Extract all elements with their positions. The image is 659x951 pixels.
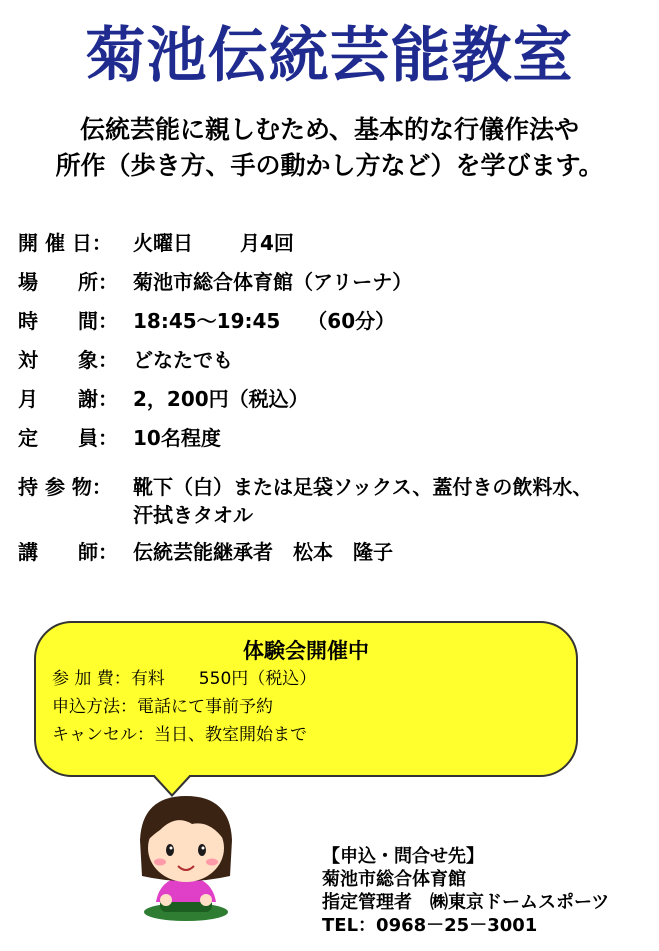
- contact-manager: 指定管理者 ㈱東京ドームスポーツ: [322, 892, 610, 913]
- trial-value: 有料 550円（税込）: [130, 669, 317, 689]
- page-title: 菊池伝統芸能教室: [85, 21, 574, 91]
- detail-value: 火曜日 月4回: [133, 231, 294, 255]
- trial-row-cancel: [52, 723, 307, 747]
- trial-value: 電話にて事前予約: [137, 697, 273, 717]
- detail-row-place: [18, 268, 412, 296]
- detail-label: 時 間：: [18, 309, 118, 333]
- trial-label: 申込方法：: [52, 697, 137, 717]
- detail-label: 月 謝：: [18, 387, 118, 411]
- detail-value: [133, 473, 592, 529]
- trial-title: 体験会開催中: [243, 639, 369, 663]
- trial-row-method: [52, 695, 273, 719]
- detail-row-items: [18, 473, 592, 529]
- intro-line-2: 所作（歩き方、手の動かし方など）を学びます。: [55, 151, 604, 180]
- detail-row-time: [18, 307, 395, 335]
- intro-text: [0, 112, 659, 184]
- detail-row-instructor: [18, 538, 393, 566]
- detail-row-target: [18, 346, 233, 374]
- detail-row-capacity: [18, 424, 221, 452]
- items-line-1: 靴下（白）または足袋ソックス、蓋付きの飲料水、: [133, 475, 593, 499]
- trial-label: 参 加 費：: [52, 669, 131, 689]
- detail-value: どなたでも: [133, 348, 233, 372]
- contact-heading: 【申込・問合せ先】: [322, 846, 484, 867]
- detail-value: 2，200円（税込）: [133, 387, 309, 411]
- trial-label: キャンセル：: [52, 725, 154, 745]
- detail-label: 場 所：: [18, 270, 118, 294]
- detail-row-fee: [18, 385, 309, 413]
- detail-label: 対 象：: [18, 348, 118, 372]
- intro-line-1: 伝統芸能に親しむため、基本的な行儀作法や: [79, 115, 579, 144]
- girl-character-illustration: [130, 790, 242, 922]
- contact-tel: TEL：0968－25－3001: [322, 915, 538, 936]
- items-line-2: 汗拭きタオル: [133, 503, 253, 527]
- detail-label: 開 催 日：: [18, 231, 112, 255]
- trial-row-fee: [52, 667, 316, 691]
- contact-block: [322, 845, 609, 937]
- detail-value: 18:45～19:45 （60分）: [133, 309, 396, 333]
- detail-label: 持 参 物：: [18, 475, 112, 499]
- contact-place: 菊池市総合体育館: [322, 869, 466, 890]
- detail-label: 定 員：: [18, 426, 118, 450]
- trial-bubble: [34, 621, 578, 777]
- detail-value: 菊池市総合体育館（アリーナ）: [133, 270, 413, 294]
- detail-row-date: [18, 229, 294, 257]
- detail-label: 講 師：: [18, 540, 118, 564]
- trial-value: 当日、教室開始まで: [154, 725, 307, 745]
- detail-value: 伝統芸能継承者 松本 隆子: [133, 540, 393, 564]
- detail-value: 10名程度: [133, 426, 221, 450]
